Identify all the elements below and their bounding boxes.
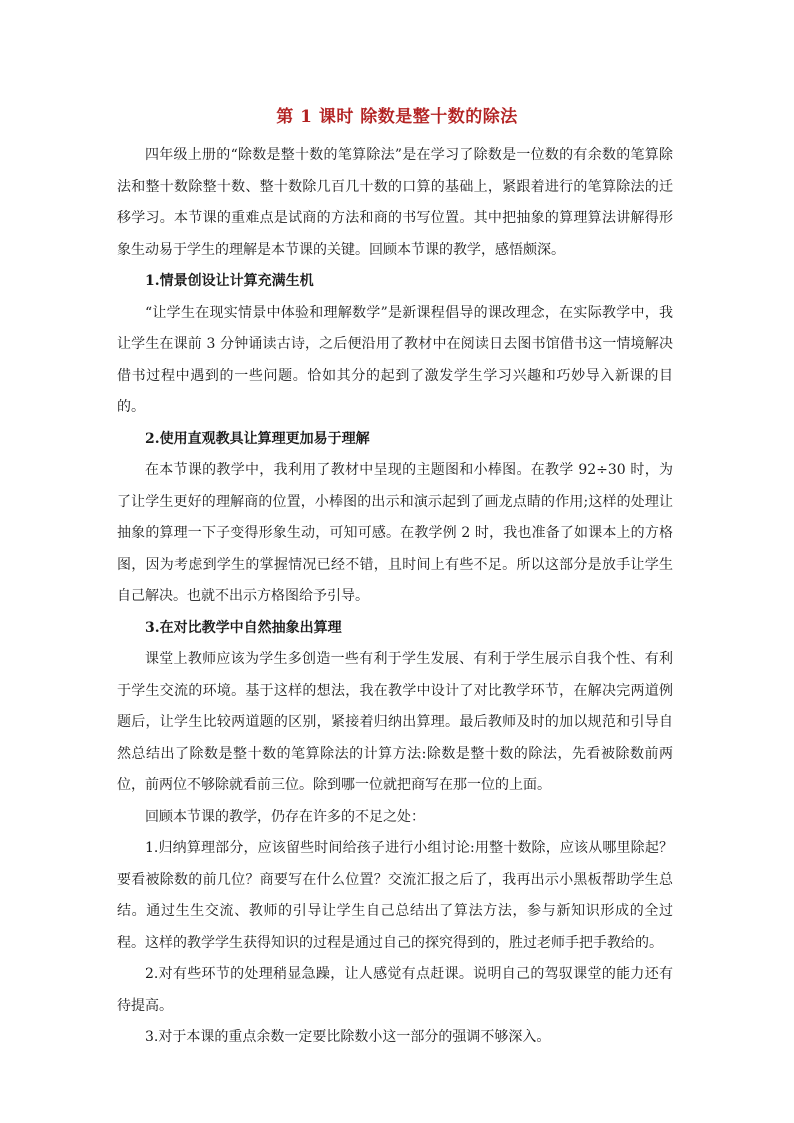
- section-paragraph-1: “让学生在现实情景中体验和理解数学”是新课程倡导的课改理念，在实际教学中，我让学生在课前 3 分钟诵读古诗，之后便沿用了教材中在阅读日去图书馆借书这一情境解决借书过程中遇到的一些问题。恰如其分的起到了激发学生学习兴趣和巧妙导入新课的目的。: [117, 304, 673, 415]
- intro-paragraph: 四年级上册的“除数是整十数的笔算除法”是在学习了除数是一位数的有余数的笔算除法和整十数除整十数、整十数除几百几十数的口算的基础上，紧跟着进行的笔算除法的迁移学习。本节课的重难点是试商的方法和商的书写位置。其中把抽象的算理算法讲解得形象生动易于学生的理解是本节课的关键。回顾本节课的教学，感悟颇深。: [117, 147, 673, 258]
- document-body: [117, 140, 673, 1054]
- section-heading-2: 2.使用直观教具让算理更加易于理解: [145, 430, 370, 447]
- review-paragraph: 回顾本节课的教学，仍存在许多的不足之处：: [145, 808, 425, 825]
- shortcoming-item-1: 1.归纳算理部分，应该留些时间给孩子进行小组讨论:用整十数除，应该从哪里除起？要看被除数的前几位？商要写在什么位置？交流汇报之后了，我再出示小黑板帮助学生总结。通过生生交流、教师的引导让学生自己总结出了算法方法，参与新知识形成的全过程。这样的教学学生获得知识的过程是通过自己的探究得到的，胜过老师手把手教给的。: [117, 840, 673, 951]
- section-paragraph-2: 在本节课的教学中，我利用了教材中呈现的主题图和小棒图。在教学 92÷30 时，为了让学生更好的理解商的位置，小棒图的出示和演示起到了画龙点睛的作用;这样的处理让抽象的算理一下子变得形象生动，可知可感。在教学例 2 时，我也准备了如课本上的方格图，因为考虑到学生的掌握情况已经不错，且时间上有些不足。所以这部分是放手让学生自己解决。也就不出示方格图给予引导。: [117, 462, 673, 604]
- section-heading-3: 3.在对比教学中自然抽象出算理: [145, 619, 342, 636]
- page-title: 第 1 课时 除数是整十数的除法: [276, 107, 518, 127]
- section-heading-1: 1.情景创设让计算充满生机: [145, 273, 314, 289]
- shortcoming-item-3: 3.对于本课的重点余数一定要比除数小这一部分的强调不够深入。: [145, 1029, 551, 1045]
- section-paragraph-3: 课堂上教师应该为学生多创造一些有利于学生发展、有利于学生展示自我个性、有利于学生交流的环境。基于这样的想法，我在教学中设计了对比教学环节，在解决完两道例题后，让学生比较两道题的区别，紧接着归纳出算理。最后教师及时的加以规范和引导自然总结出了除数是整十数的笔算除法的计算方法:除数是整十数的除法，先看被除数前两位，前两位不够除就看前三位。除到哪一位就把商写在那一位的上面。: [117, 651, 673, 793]
- shortcoming-item-2: 2.对有些环节的处理稍显急躁，让人感觉有点赶课。说明自己的驾驭课堂的能力还有待提高。: [117, 966, 673, 1014]
